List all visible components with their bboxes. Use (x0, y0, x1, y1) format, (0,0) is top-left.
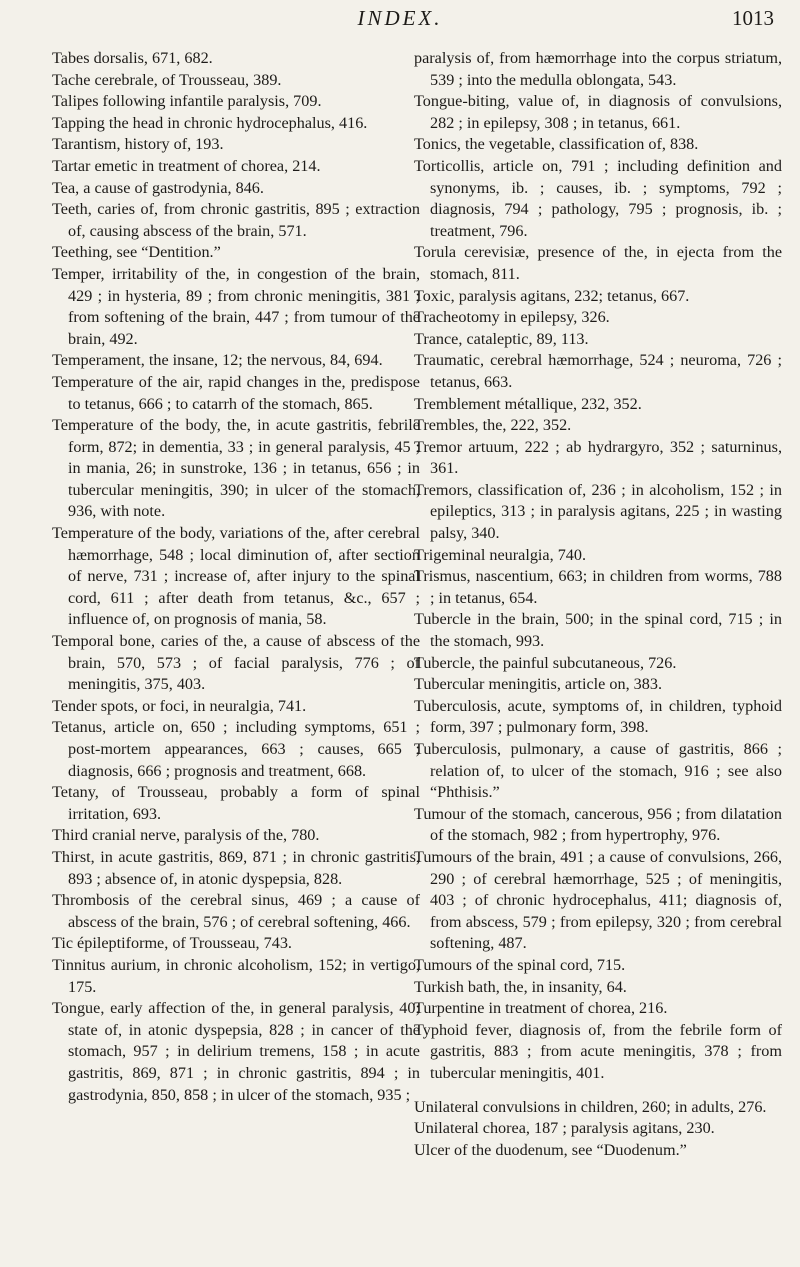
index-entry: Tinnitus aurium, in chronic alcoholism, 152; in vertigo, 175. (52, 955, 420, 996)
index-entry: Toxic, paralysis agitans, 232; tetanus, 667. (414, 286, 690, 305)
index-entry: paralysis of, from hæmorrhage into the corpus striatum, 539 ; into the medulla oblongata, 543. (414, 49, 782, 89)
index-entry: Temporal bone, caries of the, a cause of abscess of the brain, 570, 573 ; of facial paralysis, 776 ; of meningitis, 375, 403. (52, 632, 420, 694)
index-entry: Tumour of the stomach, cancerous, 956 ; from dilatation of the stomach, 982 ; from hypertrophy, 976. (414, 804, 782, 845)
index-entry: Tea, a cause of gastrodynia, 846. (52, 178, 264, 197)
page-header (0, 4, 800, 38)
index-entry: Torula cerevisiæ, presence of the, in ejecta from the stomach, 811. (414, 243, 782, 283)
index-entry: Teething, see “Dentition.” (52, 243, 221, 262)
index-entry: Trismus, nascentium, 663; in children from worms, 788 ; in tetanus, 654. (414, 567, 782, 607)
index-entry: Tache cerebrale, of Trousseau, 389. (52, 70, 282, 89)
page-number: 1013 (732, 6, 774, 30)
index-entry: Torticollis, article on, 791 ; including definition and synonyms, ib. ; causes, ib. ; symptoms, 792 ; diagnosis, 794 ; pathology, 795 ; prognosis, ib. ; treatment, 796. (414, 156, 782, 240)
index-entry: Tongue-biting, value of, in diagnosis of convulsions, 282 ; in epilepsy, 308 ; in tetanus, 661. (414, 92, 782, 132)
index-entry: Tuberculosis, pulmonary, a cause of gastritis, 866 ; relation of, to ulcer of the stomach, 916 ; see also “Phthisis.” (414, 740, 782, 802)
index-entry: Tumours of the brain, 491 ; a cause of convulsions, 266, 290 ; of cerebral hæmorrhage, 525 ; of meningitis, 403 ; of chronic hydrocephalus, 411; diagnosis of, from abscess, 579 ; from epilepsy, 320 ; from cerebral softening, 487. (414, 847, 782, 953)
index-entry: Tic épileptiforme, of Trousseau, 743. (52, 934, 292, 953)
index-entry: Tubercular meningitis, article on, 383. (414, 675, 663, 694)
index-entry: Turkish bath, the, in insanity, 64. (414, 977, 627, 996)
index-entry: Tubercle, the painful subcutaneous, 726. (414, 653, 677, 672)
index-entry: Typhoid fever, diagnosis of, from the febrile form of gastritis, 883 ; from acute meningitis, 378 ; from tubercular meningitis, 401. (414, 1020, 782, 1082)
index-entry: Tonics, the vegetable, classification of, 838. (414, 135, 699, 154)
index-entry: Thirst, in acute gastritis, 869, 871 ; in chronic gastritis, 893 ; absence of, in atonic dyspepsia, 828. (52, 847, 420, 888)
index-entry: Temperature of the body, the, in acute gastritis, febrile form, 872; in dementia, 33 ; in general paralysis, 45 ; in mania, 26; in sunstroke, 136 ; in tetanus, 656 ; in tubercular meningitis, 390; in ulcer of the stomach, 936, with note. (52, 416, 420, 521)
index-entry: Tongue, early affection of the, in general paralysis, 40; state of, in atonic dyspepsia, 828 ; in cancer of the stomach, 957 ; in delirium tremens, 158 ; in acute gastritis, 869, 871 ; in chronic gastritis, 894 ; in gastrodynia, 850, 858 ; in ulcer of the stomach, 935 ; (52, 999, 420, 1104)
index-entry: Tetany, of Trousseau, probably a form of spinal irritation, 693. (52, 783, 420, 823)
index-entry: Tuberculosis, acute, symptoms of, in children, typhoid form, 397 ; pulmonary form, 398. (414, 696, 782, 737)
index-entry: Tetanus, article on, 650 ; including symptoms, 651 ; post-mortem appearances, 663 ; causes, 665 ; diagnosis, 666 ; prognosis and treatment, 668. (52, 718, 420, 780)
index-entry: Tracheotomy in epilepsy, 326. (414, 308, 610, 327)
index-entry: Tumours of the spinal cord, 715. (414, 955, 626, 974)
index-entry: Ulcer of the duodenum, see “Duodenum.” (414, 1140, 687, 1159)
index-entry: Tender spots, or foci, in neuralgia, 741. (52, 696, 307, 715)
index-entry: Tremors, classification of, 236 ; in alcoholism, 152 ; in epileptics, 313 ; in paralysis agitans, 225 ; in wasting palsy, 340. (414, 480, 782, 543)
index-entry: Temperament, the insane, 12; the nervous, 84, 694. (52, 351, 383, 370)
index-entry: Temper, irritability of the, in congestion of the brain, 429 ; in hysteria, 89 ; from chronic meningitis, 381 ; from softening of the brain, 447 ; from tumour of the brain, 492. (52, 264, 420, 348)
index-entry: Tabes dorsalis, 671, 682. (52, 49, 213, 67)
index-column-left (52, 48, 420, 1106)
index-entry: Trembles, the, 222, 352. (414, 416, 572, 435)
index-entry: Tartar emetic in treatment of chorea, 214. (52, 156, 321, 175)
index-entry: Tremor artuum, 222 ; ab hydrargyro, 352 ; saturninus, 361. (414, 437, 782, 478)
index-entry: Trigeminal neuralgia, 740. (414, 545, 587, 564)
index-entry: Temperature of the air, rapid changes in the, predispose to tetanus, 666 ; to catarrh of the stomach, 865. (52, 372, 420, 413)
index-entry: Traumatic, cerebral hæmorrhage, 524 ; neuroma, 726 ; tetanus, 663. (414, 351, 782, 391)
index-entry: Tubercle in the brain, 500; in the spinal cord, 715 ; in the stomach, 993. (414, 610, 782, 651)
index-entry: Tremblement métallique, 232, 352. (414, 394, 642, 413)
index-entry: Turpentine in treatment of chorea, 216. (414, 999, 668, 1018)
index-entry: Tarantism, history of, 193. (52, 135, 224, 154)
index-column-right (414, 48, 782, 1161)
running-title: INDEX. (357, 6, 443, 30)
index-entry: Trance, cataleptic, 89, 113. (414, 329, 589, 348)
index-entry: Third cranial nerve, paralysis of the, 780. (52, 826, 320, 845)
index-entry: Thrombosis of the cerebral sinus, 469 ; a cause of abscess of the brain, 576 ; of cerebral softening, 466. (52, 891, 420, 931)
index-entry: Temperature of the body, variations of the, after cerebral hæmorrhage, 548 ; local diminution of, after section of nerve, 731 ; increase of, after injury to the spinal cord, 611 ; after death from tetanus, &c., 657 ; influence of, on prognosis of mania, 58. (52, 524, 420, 629)
index-entry: Unilateral convulsions in children, 260; in adults, 276. (414, 1097, 767, 1116)
index-entry: Teeth, caries of, from chronic gastritis, 895 ; extraction of, causing abscess of the brain, 571. (52, 200, 420, 240)
index-entry: Talipes following infantile paralysis, 709. (52, 92, 322, 111)
index-entry: Unilateral chorea, 187 ; paralysis agitans, 230. (414, 1119, 715, 1138)
index-entry: Tapping the head in chronic hydrocephalus, 416. (52, 113, 368, 132)
